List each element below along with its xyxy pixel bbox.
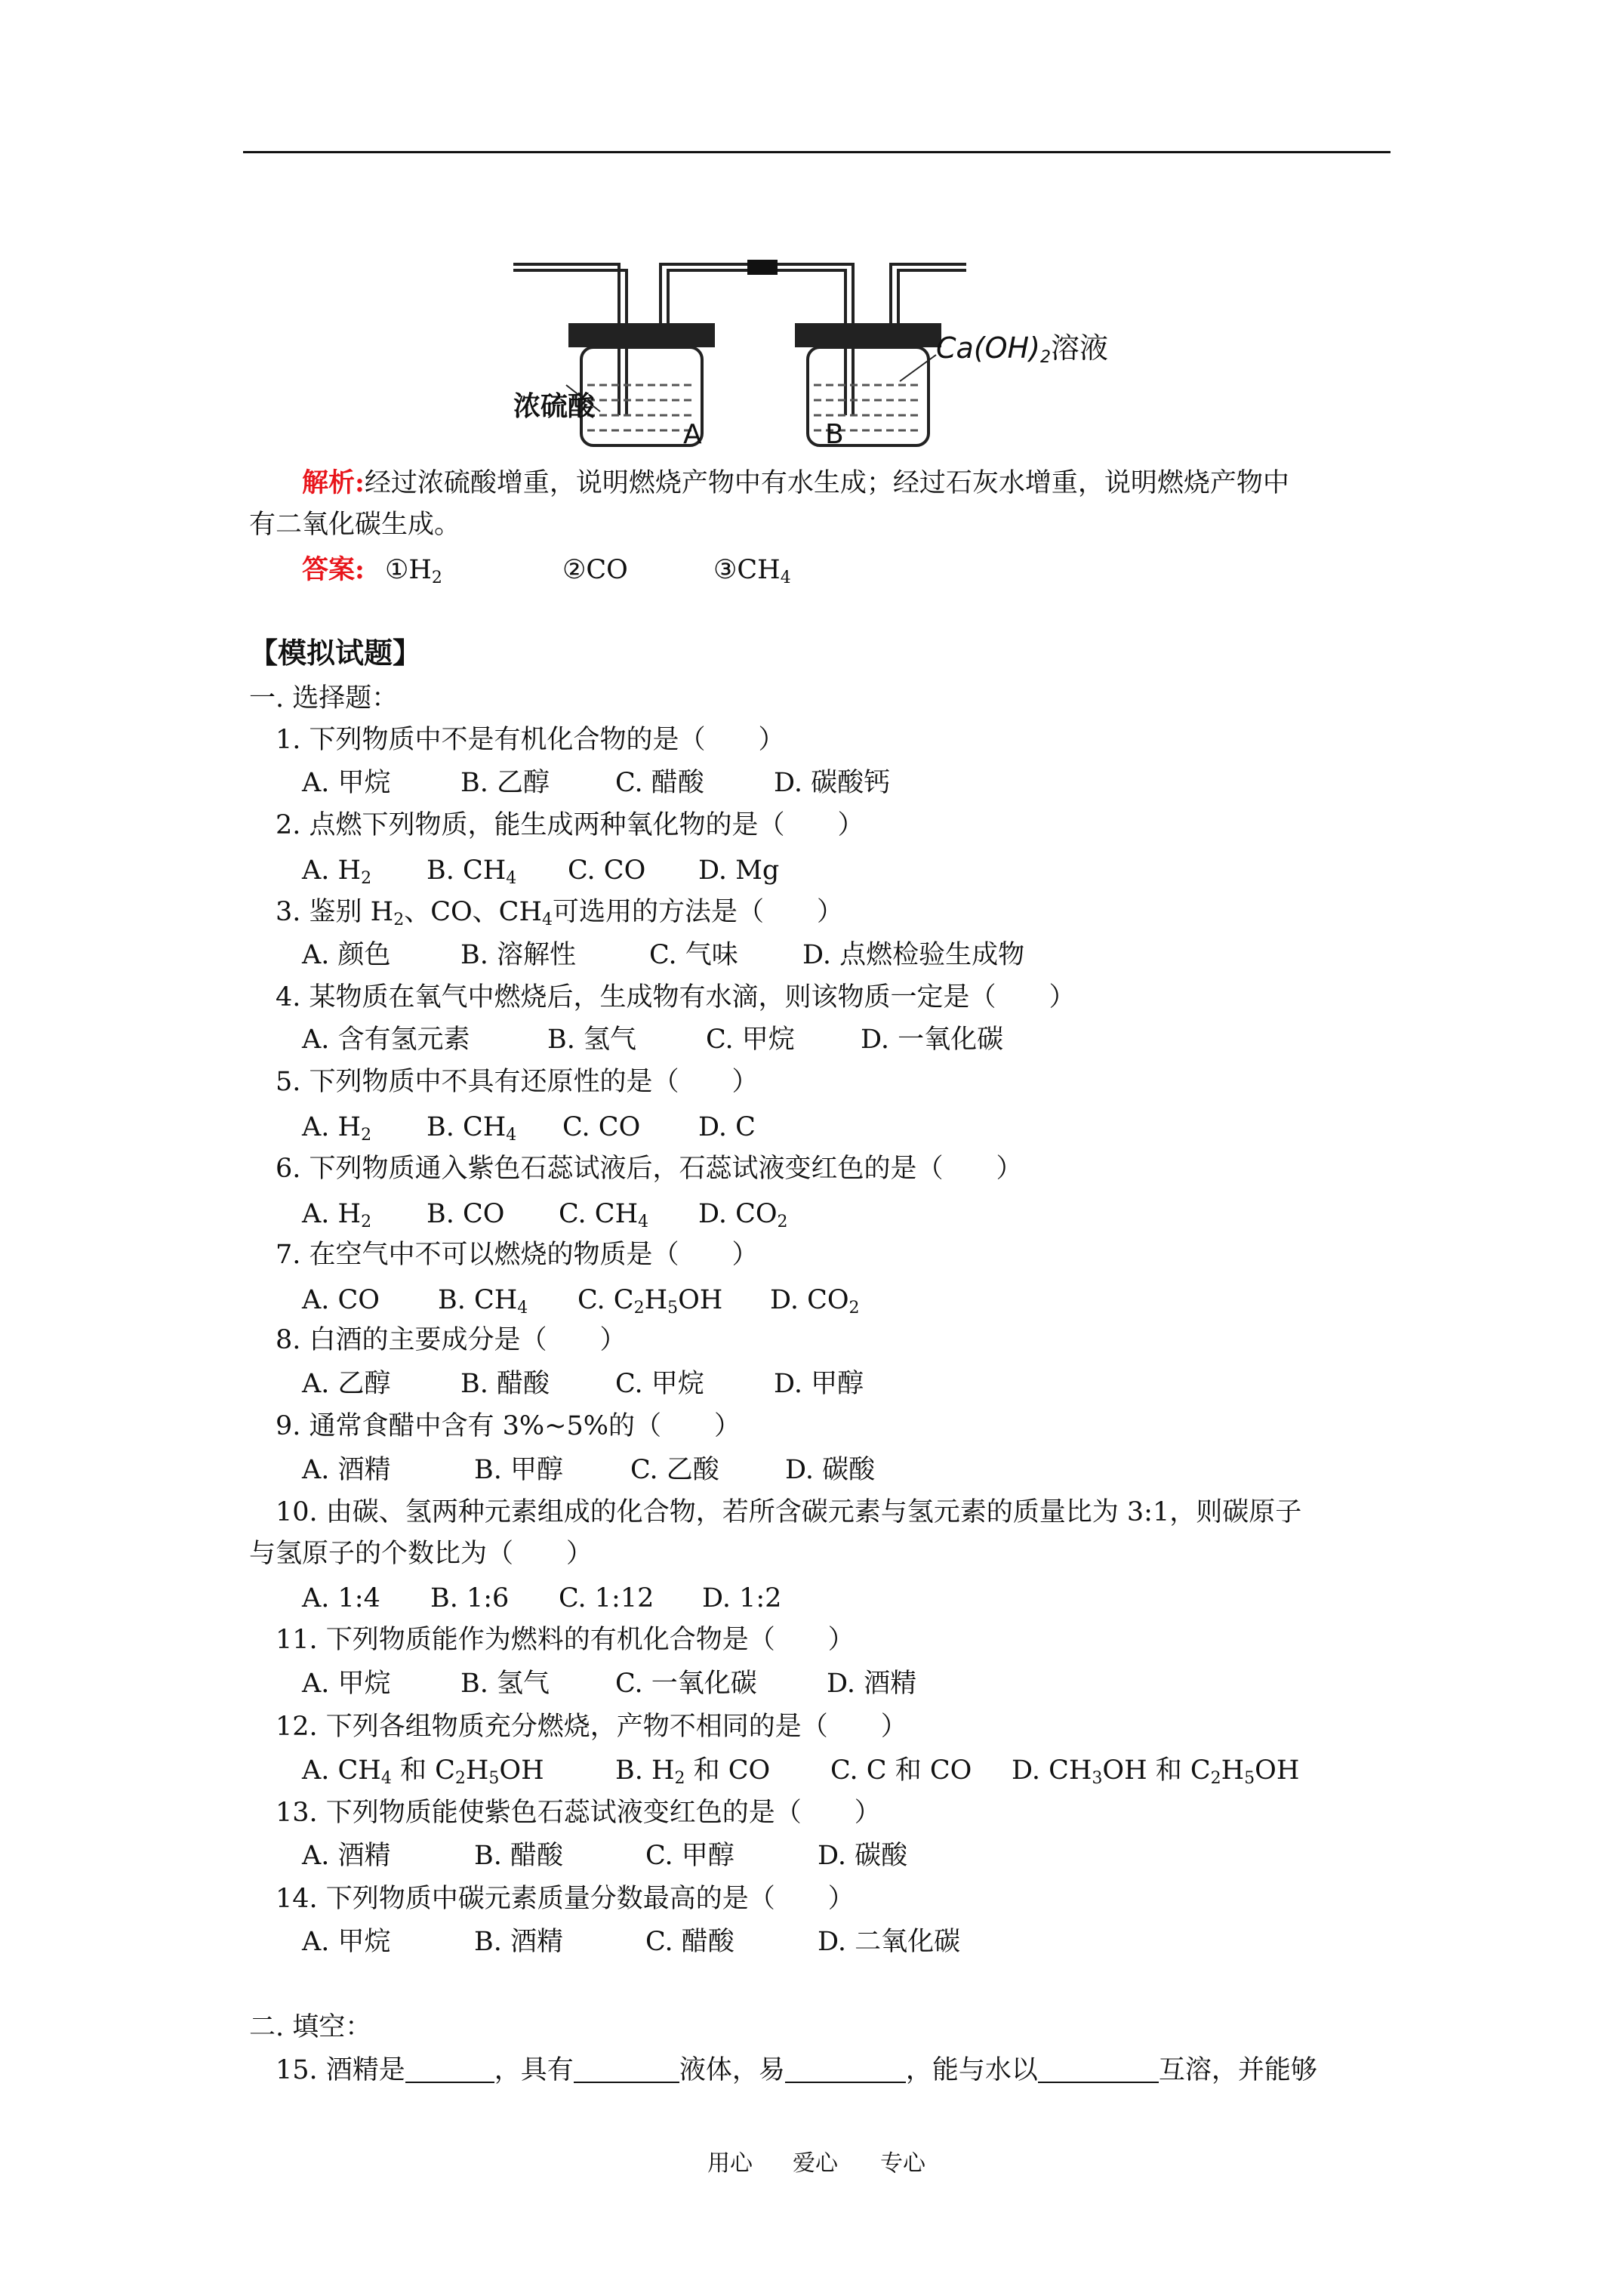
q8-option-a: A. 乙醇 (302, 1369, 391, 1399)
q7-option-a: A. CO (302, 1285, 380, 1315)
q2-option-c: C. CO (568, 855, 646, 886)
q8-option-c: C. 甲烷 (615, 1369, 704, 1399)
question-15: 15. 酒精是 ，具有 液体，易 ，能与水以 互溶，并能够 (276, 2055, 1317, 2085)
analysis-line-2: 有二氧化碳生成。 (249, 510, 461, 540)
q4-option-b: B. 氢气 (547, 1025, 636, 1055)
question-12: 12. 下列各组物质充分燃烧，产物不相同的是（ ） (276, 1712, 907, 1742)
q11-option-a: A. 甲烷 (302, 1669, 391, 1699)
q6-option-b: B. CO (427, 1199, 505, 1229)
q8-option-b: B. 醋酸 (460, 1369, 550, 1399)
question-14: 14. 下列物质中碳元素质量分数最高的是（ ） (276, 1884, 855, 1914)
answer-item-2: ②CO (562, 555, 628, 585)
question-7: 7. 在空气中不可以燃烧的物质是（ ） (276, 1240, 759, 1270)
q9-option-d: D. 碳酸 (785, 1455, 876, 1485)
rubber-connector (747, 260, 778, 275)
blank-2[interactable] (574, 2054, 679, 2083)
header-rule (243, 151, 1390, 153)
q3-option-a: A. 颜色 (302, 940, 391, 970)
part1-title: 一. 选择题： (249, 683, 399, 713)
q12-option-c: C. C 和 CO (830, 1755, 972, 1786)
question-3: 3. 鉴别 $H_2$、CO、$CH_4$可选用的方法是（ ） (276, 897, 843, 929)
q7-option-d: D. $CO_2$ (770, 1285, 860, 1318)
blank-1[interactable] (405, 2054, 494, 2083)
q13-option-b: B. 醋酸 (474, 1841, 563, 1871)
q13-option-c: C. 甲醇 (645, 1841, 735, 1871)
q9-option-b: B. 甲醇 (474, 1455, 563, 1485)
answer-item-1: $①H_2$ (385, 555, 442, 587)
q9-option-a: A. 酒精 (302, 1455, 391, 1485)
q4-option-d: D. 一氧化碳 (861, 1025, 1004, 1055)
q3-option-b: B. 溶解性 (460, 940, 576, 970)
question-13: 13. 下列物质能使紫色石蕊试液变红色的是（ ） (276, 1798, 881, 1828)
section-title: 【模拟试题】 (249, 636, 422, 670)
q12-option-d: D. $CH_3OH$ 和 $C_2H_5OH$ (1012, 1755, 1300, 1788)
question-4: 4. 某物质在氧气中燃烧后，生成物有水滴，则该物质一定是（ ） (276, 982, 1076, 1012)
q14-option-b: B. 酒精 (474, 1927, 563, 1957)
q14-option-c: C. 醋酸 (645, 1927, 735, 1957)
bottle-a-label: A (683, 419, 702, 450)
analysis-label: 解析: (302, 467, 365, 498)
blank-3[interactable] (785, 2054, 906, 2083)
q5-option-b: B. $CH_4$ (427, 1112, 517, 1145)
q4-option-c: C. 甲烷 (706, 1025, 795, 1055)
q12-option-b: B. $H_2$ 和 CO (615, 1755, 771, 1788)
question-10: 10. 由碳、氢两种元素组成的化合物，若所含碳元素与氢元素的质量比为 3:1，则碳原子 (276, 1497, 1302, 1527)
question-11: 11. 下列物质能作为燃料的有机化合物是（ ） (276, 1625, 855, 1655)
q6-option-a: A. $H_2$ (302, 1199, 372, 1231)
question-2: 2. 点燃下列物质，能生成两种氧化物的是（ ） (276, 810, 864, 840)
q7-option-b: B. $CH_4$ (438, 1285, 528, 1318)
analysis-line-1: 解析:经过浓硫酸增重，说明燃烧产物中有水生成；经过石灰水增重，说明燃烧产物中 (302, 467, 1289, 498)
q14-option-a: A. 甲烷 (302, 1927, 391, 1957)
q6-option-c: C. $CH_4$ (559, 1199, 649, 1231)
acid-label: 浓硫酸 (513, 391, 596, 422)
q10-option-b: B. 1:6 (430, 1583, 510, 1613)
part2-title: 二. 填空： (249, 2012, 372, 2042)
q12-option-a: A. $CH_4$ 和 $C_2H_5OH$ (302, 1755, 544, 1788)
q5-option-c: C. CO (562, 1112, 641, 1142)
q3-option-c: C. 气味 (649, 940, 738, 970)
answer-item-3: $③CH_4$ (713, 555, 791, 587)
question-8: 8. 白酒的主要成分是（ ） (276, 1325, 627, 1355)
question-1: 1. 下列物质中不是有机化合物的是（ ） (276, 725, 785, 755)
footer-text-1: 用心 (707, 2150, 753, 2177)
q7-option-c: C. $C_2H_5OH$ (577, 1285, 723, 1318)
solution-label: $Ca(OH)_2$溶液 (936, 331, 1108, 367)
q13-option-a: A. 酒精 (302, 1841, 391, 1871)
question-6: 6. 下列物质通入紫色石蕊试液后，石蕊试液变红色的是（ ） (276, 1154, 1023, 1184)
question-9: 9. 通常食醋中含有 3%~5%的（ ） (276, 1411, 741, 1441)
q6-option-d: D. $CO_2$ (698, 1199, 788, 1231)
bottle-b-label: B (825, 419, 844, 450)
q1-option-a: A. 甲烷 (302, 768, 391, 798)
q2-option-b: B. $CH_4$ (427, 855, 517, 888)
q11-option-b: B. 氢气 (460, 1669, 550, 1699)
q11-option-d: D. 酒精 (827, 1669, 917, 1699)
q14-option-d: D. 二氧化碳 (818, 1927, 961, 1957)
q9-option-c: C. 乙酸 (630, 1455, 719, 1485)
footer-text-3: 专心 (880, 2150, 925, 2177)
q11-option-c: C. 一氧化碳 (615, 1669, 757, 1699)
q2-option-d: D. Mg (698, 855, 780, 886)
answer-label: 答案: (302, 554, 365, 585)
q5-option-d: D. C (698, 1112, 756, 1142)
apparatus-figure (513, 249, 1110, 453)
q2-option-a: A. $H_2$ (302, 855, 372, 888)
q1-option-c: C. 醋酸 (615, 768, 704, 798)
question-10-cont: 与氢原子的个数比为（ ） (249, 1539, 593, 1569)
q8-option-d: D. 甲醇 (774, 1369, 864, 1399)
answer-line (302, 551, 791, 589)
q10-option-d: D. 1:2 (702, 1583, 782, 1613)
q1-option-b: B. 乙醇 (460, 768, 550, 798)
q10-option-a: A. 1:4 (302, 1583, 380, 1613)
blank-4[interactable] (1038, 2054, 1159, 2083)
q3-option-d: D. 点燃检验生成物 (802, 940, 1025, 970)
q5-option-a: A. $H_2$ (302, 1112, 372, 1145)
footer-text-2: 爱心 (793, 2150, 838, 2177)
q4-option-a: A. 含有氢元素 (302, 1025, 470, 1055)
q1-option-d: D. 碳酸钙 (774, 768, 891, 798)
q10-option-c: C. 1:12 (559, 1583, 654, 1613)
question-5: 5. 下列物质中不具有还原性的是（ ） (276, 1067, 759, 1097)
q13-option-d: D. 碳酸 (818, 1841, 908, 1871)
